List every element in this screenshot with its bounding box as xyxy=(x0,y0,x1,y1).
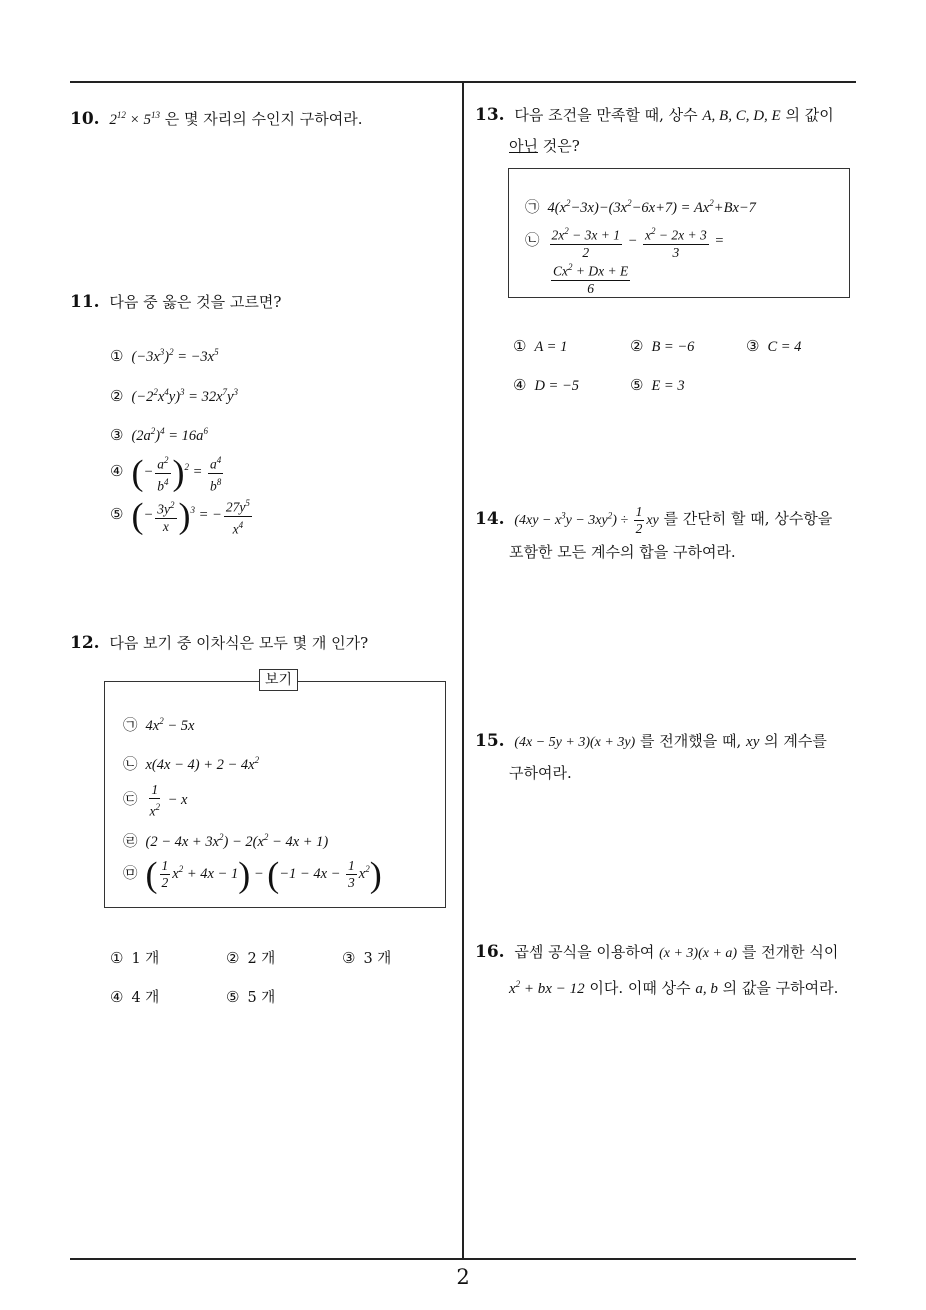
answer-option-5[interactable]: ⑤ (− $\frac{3y^2}{x}$ )$^3$ = − $\frac{27y^5}{x^4}$ xyxy=(110,496,250,536)
math-expression: $2^{12} \times 5^{13}$ xyxy=(109,110,160,128)
answer-option-3[interactable]: ③ $(2a^2)^4 = 16a^6$ xyxy=(110,426,208,444)
question-text: 다음 중 옳은 것을 고르면? xyxy=(109,293,282,311)
answer-option-4[interactable]: ④ 4 개 xyxy=(110,988,160,1006)
example-item-1: ㉠ $4x^2 - 5x$ xyxy=(123,716,195,734)
condition-2: ㉡ $\frac{2x^2 - 3x + 1}{2}$ − $\frac{x^2 - 2x + 3}{3}$ = xyxy=(525,223,724,261)
question-number: 12. xyxy=(70,633,100,653)
answer-option-1[interactable]: ① 1 개 xyxy=(110,949,160,967)
bottom-rule xyxy=(70,1258,856,1260)
question-number: 13. xyxy=(475,105,505,125)
answer-option-1[interactable]: ① $(-3x^3)^2 = -3x^5$ xyxy=(110,347,219,365)
example-item-4: ㉣ $(2 - 4x + 3x^2) - 2(x^2 - 4x + 1)$ xyxy=(123,832,329,850)
answer-option-4[interactable]: ④ (− $\frac{a^2}{b^4}$ )$^2$ = $\frac{a^4}{b^8}$ xyxy=(110,453,222,493)
example-item-5: ㉤ ( $\frac{1}{2}$ $x^2 + 4x - 1) - (-1 - 4x$ − $\frac{1}{3}$ $x^2$) xyxy=(123,854,382,895)
question-number: 15. xyxy=(475,731,505,751)
question-11 xyxy=(70,287,281,317)
answer-option-3[interactable]: ③ 3 개 xyxy=(342,949,392,967)
question-text: 은 몇 자리의 수인지 구하여라. xyxy=(164,110,363,128)
question-12 xyxy=(70,628,368,658)
underlined-word: 아닌 xyxy=(509,137,538,155)
answer-option-5[interactable]: ⑤ E = 3 xyxy=(630,376,685,394)
question-number: 16. xyxy=(475,942,505,962)
question-text: 다음 보기 중 이차식은 모두 몇 개 인가? xyxy=(109,634,369,652)
question-number: 11. xyxy=(70,292,100,312)
page-number: 2 xyxy=(456,1265,470,1289)
question-15: 15. (4x − 5y + 3)(x + 3y) 를 전개했을 때, xy 의 계수를 구하여라. xyxy=(475,731,827,782)
question-number: 14. xyxy=(475,508,505,529)
example-box xyxy=(104,672,446,908)
answer-option-5[interactable]: ⑤ 5 개 xyxy=(226,988,276,1006)
example-item-3: ㉢ $\frac{1}{x^2}$ − x xyxy=(123,782,188,819)
example-box-label: 보기 xyxy=(259,669,298,691)
answer-option-1[interactable]: ① A = 1 xyxy=(513,337,568,355)
question-14: 14. $(4xy - x^3y - 3xy^2)$ ÷ $\frac{1}{2}$ xy 를 간단히 할 때, 상수항을 포함한 모든 계수의 합을 구하여라. xyxy=(475,503,833,561)
question-10 xyxy=(70,100,363,135)
answer-option-3[interactable]: ③ C = 4 xyxy=(746,337,802,355)
condition-box xyxy=(508,168,850,298)
answer-option-2[interactable]: ② 2 개 xyxy=(226,949,276,967)
condition-2-rhs: $\frac{Cx^2 + Dx + E}{6}$ xyxy=(549,259,632,297)
answer-option-2[interactable]: ② B = −6 xyxy=(630,337,695,355)
answer-option-4[interactable]: ④ D = −5 xyxy=(513,376,579,394)
question-13: 13. 다음 조건을 만족할 때, 상수 A, B, C, D, E 의 값이 아닌 것은? xyxy=(475,105,834,155)
question-number: 10. xyxy=(70,109,100,129)
example-item-2: ㉡ $x(4x - 4) + 2 - 4x^2$ xyxy=(123,755,260,773)
question-16: 16. 곱셈 공식을 이용하여 (x + 3)(x + a) 를 전개한 식이 $x^2$ + bx − 12 이다. 이때 상수 a, b 의 값을 구하여라. xyxy=(475,942,839,997)
column-divider xyxy=(462,82,464,1258)
condition-1: ㉠ $4(x^2-3x)-(3x^2-6x+7) = Ax^2+Bx-7$ xyxy=(525,198,756,216)
answer-option-2[interactable]: ② $(-2^2x^4y)^3 = 32x^7y^3$ xyxy=(110,387,238,405)
